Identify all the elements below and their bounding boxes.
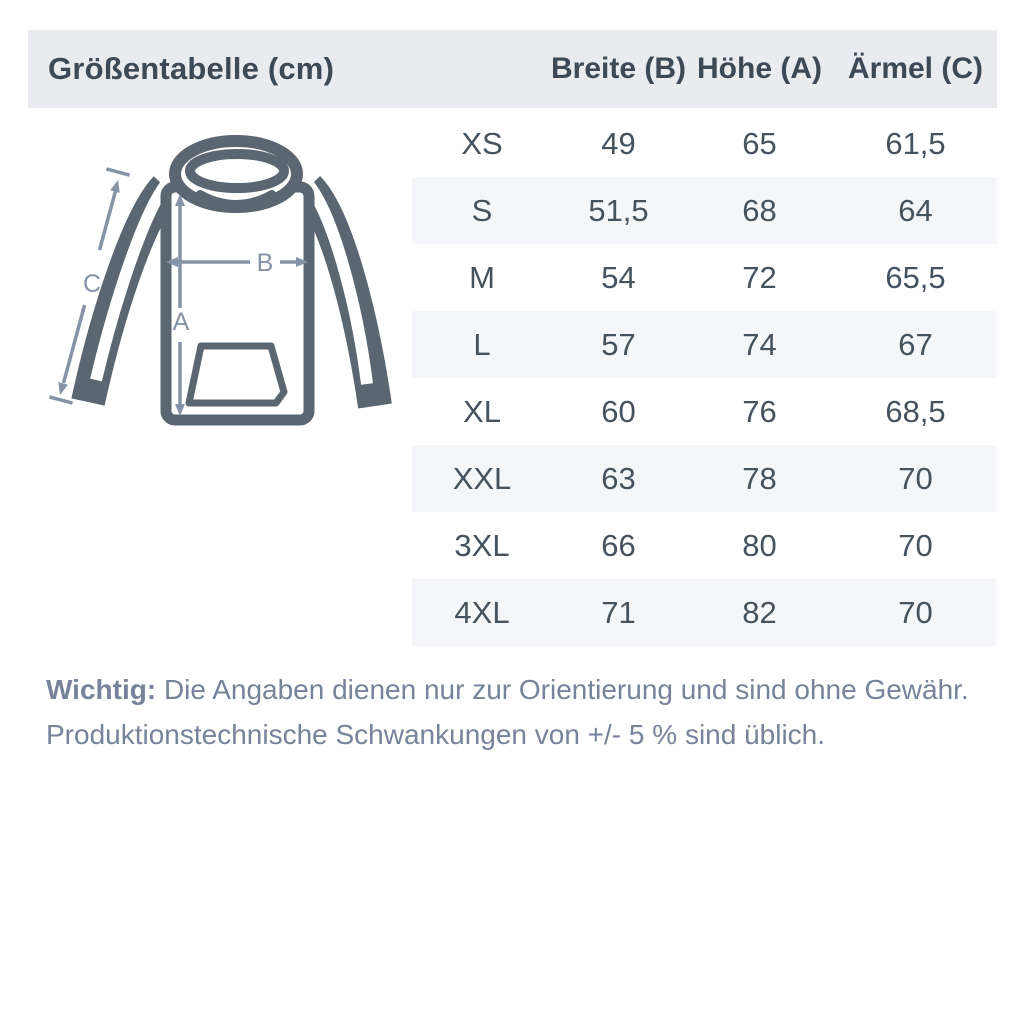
table-row-xl — [412, 378, 997, 445]
size-label: S — [471, 192, 493, 228]
aermel-value: 70 — [898, 527, 933, 563]
table-row-xs — [412, 110, 997, 177]
label-c: C — [82, 270, 102, 298]
hoehe-value: 80 — [742, 527, 777, 563]
label-b: B — [256, 249, 274, 277]
size-label: XL — [463, 393, 501, 429]
size-label: 4XL — [454, 594, 510, 630]
hoodie-outline-icon — [88, 141, 375, 420]
aermel-value: 61,5 — [885, 125, 946, 161]
breite-value: 63 — [601, 460, 636, 496]
hoehe-value: 74 — [742, 326, 777, 362]
aermel-value: 65,5 — [885, 259, 946, 295]
column-header-hoehe: Höhe (A) — [697, 52, 822, 85]
page-title: Größentabelle (cm) — [48, 51, 335, 86]
table-column-headers — [412, 30, 997, 108]
breite-value: 71 — [601, 594, 636, 630]
table-row-4xl — [412, 579, 997, 646]
disclaimer-text-1: Die Angaben dienen nur zur Orientierung und sind ohne Gewähr. — [163, 674, 969, 705]
breite-value: 49 — [601, 125, 636, 161]
breite-value: 51,5 — [588, 192, 649, 228]
hoehe-value: 76 — [742, 393, 777, 429]
aermel-value: 64 — [898, 192, 933, 228]
disclaimer — [46, 667, 986, 757]
disclaimer-text-2: Produktionstechnische Schwankungen von +/- 5 % sind üblich. — [46, 719, 826, 750]
aermel-value: 68,5 — [885, 393, 946, 429]
hoehe-value: 78 — [742, 460, 777, 496]
size-label: M — [469, 259, 495, 295]
disclaimer-warning-label: Wichtig: — [46, 674, 157, 705]
breite-value: 66 — [601, 527, 636, 563]
size-label: L — [473, 326, 491, 362]
column-header-breite: Breite (B) — [551, 52, 687, 85]
table-row-s — [412, 177, 997, 244]
size-label: 3XL — [454, 527, 510, 563]
breite-value: 60 — [601, 393, 636, 429]
size-table — [412, 110, 997, 646]
aermel-value: 67 — [898, 326, 933, 362]
disclaimer-line-1 — [46, 667, 986, 712]
table-row-l — [412, 311, 997, 378]
breite-value: 54 — [601, 259, 636, 295]
table-row-m — [412, 244, 997, 311]
size-label: XXL — [452, 460, 512, 496]
size-label: XS — [461, 125, 503, 161]
hoodie-measurement-diagram — [40, 130, 400, 450]
label-a: A — [172, 308, 190, 336]
hoehe-value: 82 — [742, 594, 777, 630]
hoehe-value: 68 — [742, 192, 777, 228]
breite-value: 57 — [601, 326, 636, 362]
column-header-aermel: Ärmel (C) — [847, 52, 983, 85]
table-row-3xl — [412, 512, 997, 579]
table-row-xxl — [412, 445, 997, 512]
aermel-value: 70 — [898, 594, 933, 630]
hoehe-value: 72 — [742, 259, 777, 295]
disclaimer-line-2 — [46, 712, 986, 757]
hoehe-value: 65 — [742, 125, 777, 161]
aermel-value: 70 — [898, 460, 933, 496]
